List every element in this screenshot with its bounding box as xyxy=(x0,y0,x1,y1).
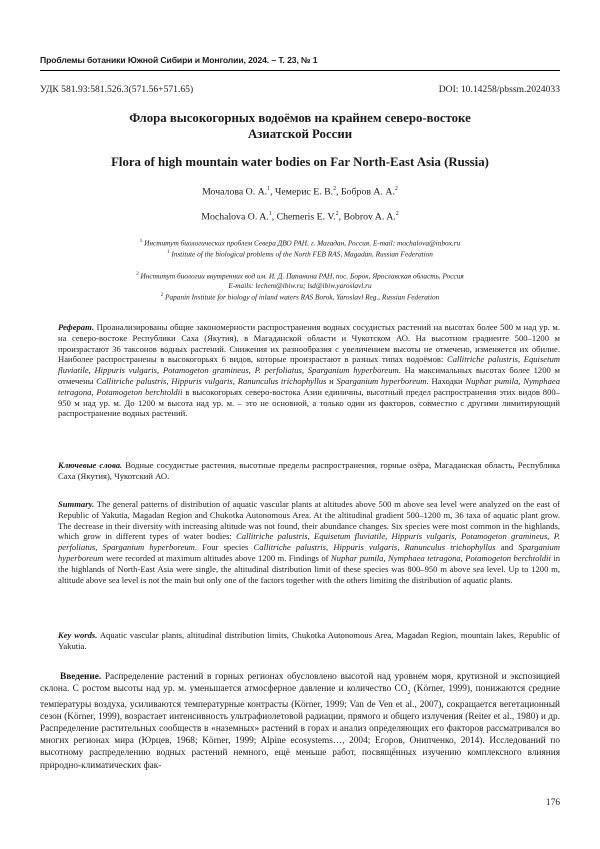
summary-label: Summary. xyxy=(58,499,95,509)
species-names: Callitriche palustris, Equisetum fluviatile, Hippuris vulgaris, Potamogeton gramineus, P. perfoliatus, Sparganium hyperboreum xyxy=(58,354,560,376)
title-russian-line-1: Флора высокогорных водоёмов на крайнем северо-востоке xyxy=(129,111,471,125)
page-number: 176 xyxy=(546,798,560,808)
keywords-label: Key words. xyxy=(58,630,98,640)
introduction: Введение. Распределение растений в горных регионах обусловлено высотой над уровнем моря, крутизной и экспозицией склона. С ростом высоты над ур. м. уменьшается атмосферное давление и количество $CO_2$ (Körner, 1999), понижаются средние температуры воздуха, усиливаются температурные контрасты (Körner, 1999; Van de Ven et al., 2007), сокращается вегетационный сезон (Körner, 1999), возрастает интенсивность ультрафиолетовой радиации, прямого и общего излучения (Reiter et al., 1980) и др. Распределение растительных сообществ в «наземных» растений в горах и анализ определяющих его факторов рассматривался во многих регионах мира (Юрцев, 1968; Körner, 1999; Alpine ecosystems…, 2004; Егоров, Онипченко, 2014). Исследований по высотному распределению водных растений немного, ещё меньше работ, посвящённых изучению комплексного влияния природно-климатических фак- xyxy=(40,672,560,771)
species-names: Nuphar pumila, Nymphaea tetragona, Potamogeton berchtoldii xyxy=(330,552,551,563)
species-names: Callitriche palustris, Hippuris vulgaris, Ranunculus trichophyllus xyxy=(253,542,496,553)
abstract-label: Реферат. xyxy=(58,322,95,332)
author-name: Bobrov A. A. xyxy=(343,211,396,223)
doi: DOI: 10.14258/pbssm.2024033 xyxy=(438,84,560,95)
species-names: Sparganium hyperboreum xyxy=(336,375,427,386)
author-name: Мочалова О. А. xyxy=(202,186,268,198)
affiliation-1 xyxy=(40,237,560,259)
summary-english: Summary. The general patterns of distribution of aquatic vascular plants at altitudes above 500 m above sea level were analyzed on the east of Republic of Yakutia, Magadan Region and Chukotka Autonomous Area. At the altitudinal gradient 500–1200 m, 36 taxa of aquatic plant grow. The decrease in their diversity with increasing altitude was not found, their abundance changes. Six species were most common in the highlands, which grow in different types of water bodies: Callitriche palustris, Equisetum fluviatile, Hippuris vulgaris, Potamogeton gramineus, P. perfoliatus, Sparganium hyperboreum. Four species Callitriche palustris, Hippuris vulgaris, Ranunculus trichophyllus and Sparganium hyperboreum were recorded at maximum altitudes above 1200 m. Findings of Nuphar pumila, Nymphaea tetragona, Potamogeton berchtoldii in the highlands of North-East Asia were single, the altitudinal distribution limit of these species was 800–950 m above sea level. Up to 1200 m, altitude above sea level is not the main but only one of the factors together with the others limiting the distribution of aquatic plants. xyxy=(58,499,561,585)
keywords-russian: Ключевые слова. Водные сосудистые растения, высотные пределы распространения, горные озёра, Магаданская область, Республика Саха (Якутия), Чукотский АО. xyxy=(58,460,560,481)
species-names: Nuphar pumila, Nymphaea tetragona, Potamogeton berchtoldii xyxy=(58,375,560,397)
authors-english: Mochalova O. A.$^1$, Chemeris E. V.$^2$, Bobrov A. A.$^2$ xyxy=(201,211,399,223)
journal-header: Проблемы ботаники Южной Сибири и Монголии, 2024. – Т. 23, № 1 xyxy=(40,55,318,65)
author-name: Чемерис Е. В. xyxy=(275,186,334,198)
author-name: Бобров А. А. xyxy=(341,186,395,198)
affiliation-2-en: $^2$ Papanin Institute for biology of inland waters RAS Borok, Yaroslavl Reg., Russian Federation xyxy=(160,292,440,302)
keywords-label: Ключевые слова. xyxy=(58,460,123,470)
affiliation-1-en: $^1$ Institute of the biological problems of the North FEB RAS, Magadan, Russian Federation xyxy=(167,249,433,259)
author-name: Mochalova O. A. xyxy=(201,211,269,223)
title-russian-line-2: Азиатской России xyxy=(247,127,353,141)
introduction-label: Введение. xyxy=(60,672,102,682)
affiliation-2 xyxy=(40,270,560,302)
title-english: Flora of high mountain water bodies on Far North-East Asia (Russia) xyxy=(111,155,489,169)
authors-russian: Мочалова О. А.$^1$, Чемерис Е. В.$^2$, Бобров А. А.$^2$ xyxy=(202,186,398,198)
affiliation-2-email: E-mails: lechem@ibiw.ru; lsd@ibiw.yaroslavl.ru xyxy=(228,281,372,291)
author-sup: 1 xyxy=(267,186,271,192)
affiliation-2-ru: $^2$ Институт биологии внутренних вод им. И. Д. Папанина РАН, пос. Борок, Ярославская область, Россия xyxy=(136,271,464,281)
author-sup: 2 xyxy=(394,186,398,192)
affiliation-1-ru: $^1$ Институт биологических проблем Севера ДВО РАН, г. Магадан, Россия. E-mail: mochalova@inbox.ru xyxy=(139,238,461,248)
abstract-russian: Реферат. Проанализированы общие закономерности распространения водных сосудистых растений на высотах более 500 м над ур. м. на северо-востоке Республики Саха (Якутия), в Магаданской области и Чукотском АО. На высотном градиенте 500–1200 м произрастают 36 таксонов водных растений. Снижения их разнообразия с увеличением высоты не отмечено, изменяется их обилие. Наиболее распространены в высокогорьях 6 видов, которые произрастают в разных типах водоёмов: Callitriche palustris, Equisetum fluviatile, Hippuris vulgaris, Potamogeton gramineus, P. perfoliatus, Sparganium hyperboreum. На максимальных высотах более 1200 м отмечены Callitriche palustris, Hippuris vulgaris, Ranunculus trichophyllus и Sparganium hyperboreum. Находки Nuphar pumila, Nymphaea tetragona, Potamogeton berchtoldii в высокогорьях северо-востока Азии единичны, высотный предел распространения этих видов 800–950 м над ур. м. До 1200 м высота над ур. м. – это не основной, а только один из факторов, совместно с другими лимитирующий распространение водных растений. xyxy=(58,322,560,419)
species-names: Callitriche palustris, Hippuris vulgaris, Ranunculus trichophyllus xyxy=(96,375,327,386)
author-sup: 2 xyxy=(333,186,337,192)
title-russian xyxy=(40,110,560,142)
author-sup: 1 xyxy=(268,211,272,217)
header-rule xyxy=(40,70,560,71)
keywords-english: Key words. Aquatic vascular plants, altitudinal distribution limits, Chukotka Autonomous Area, Magadan Region, mountain lakes, Republic of Yakutia. xyxy=(58,630,560,651)
species-names: Sparganium hyperboreum xyxy=(58,542,560,563)
author-sup: 2 xyxy=(395,211,399,217)
species-names: Callitriche palustris, Equisetum fluviatile, Hippuris vulgaris, Potamogeton gramineus, P. perfoliatus, Sparganium hyperboreum xyxy=(58,531,561,553)
author-name: Chemeris E. V. xyxy=(276,211,336,223)
udc-code: УДК 581.93:581.526.3(571.56+571.65) xyxy=(40,84,194,95)
author-sup: 2 xyxy=(335,211,339,217)
id-line xyxy=(40,84,560,95)
